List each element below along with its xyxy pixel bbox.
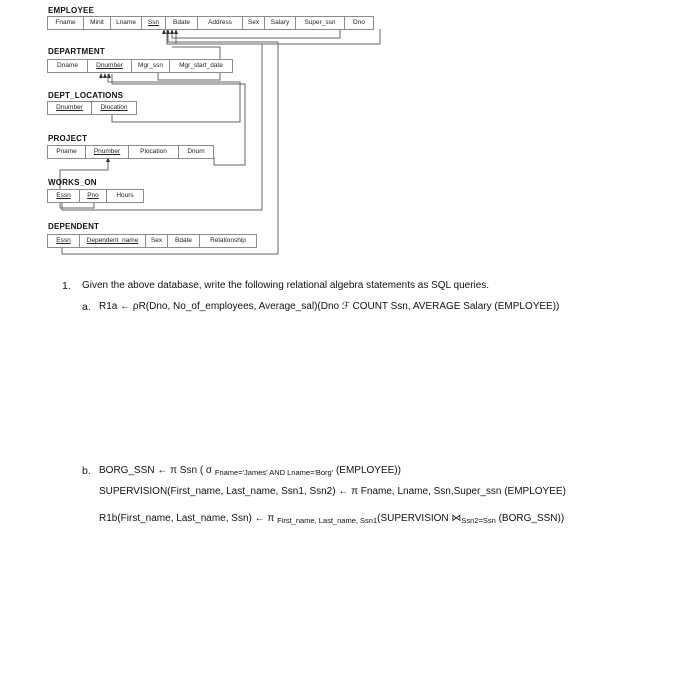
col-bdate: Bdate [166, 17, 198, 29]
col-dnumber: Dnumber [88, 60, 132, 72]
b3-pre: R1b(First_name, Last_name, Ssn) ← π [99, 513, 278, 524]
table-title-department: DEPARTMENT [48, 47, 105, 56]
table-project [47, 145, 214, 159]
col-plocation: Plocation [129, 146, 179, 158]
part-b-line1 [99, 465, 401, 477]
col-dependent-name: Dependent_name [80, 235, 146, 247]
col-sex: Sex [243, 17, 265, 29]
col-sex: Sex [146, 235, 168, 247]
b1-pre: BORG_SSN ← π Ssn ( σ [99, 465, 215, 476]
part-b-line3 [99, 513, 564, 525]
part-b-line2: SUPERVISION(First_name, Last_name, Ssn1, Ssn2) ← π Fname, Lname, Ssn,Super_ssn (EMPLOYEE) [99, 486, 566, 497]
col-dnum: Dnum [187, 148, 205, 155]
table-title-employee: EMPLOYEE [48, 6, 95, 15]
b1-condition: Fname='James' AND Lname='Borg' [214, 468, 334, 477]
col-bdate: Bdate [168, 235, 200, 247]
col-lname: Lname [111, 17, 142, 29]
part-a-label: a. [82, 301, 91, 313]
table-department [47, 59, 233, 73]
col-hours: Hours [116, 192, 134, 199]
col-minit: Minit [84, 17, 111, 29]
col-pnumber: Pnumber [86, 146, 129, 158]
table-title-dependent: DEPENDENT [48, 222, 100, 231]
col-dnumber: Dnumber [48, 102, 92, 114]
table-title-works-on: WORKS_ON [48, 178, 97, 187]
col-relationship: Relationship [210, 237, 246, 244]
col-essn: Essn [48, 235, 80, 247]
col-ssn: Ssn [142, 17, 166, 29]
b3-mid: (SUPERVISION ⋈ [377, 513, 462, 524]
b3-join-condition: Ssn2=Ssn [461, 516, 496, 525]
col-pname: Pname [48, 146, 86, 158]
col-dlocation: Dlocation [100, 104, 128, 111]
col-mgr-ssn: Mgr_ssn [132, 60, 170, 72]
col-salary: Salary [265, 17, 296, 29]
table-dependent [47, 234, 257, 248]
col-mgr-start-date: Mgr_start_date [179, 62, 223, 69]
part-b-label: b. [82, 465, 91, 477]
table-works-on [47, 189, 144, 203]
col-dname: Dname [48, 60, 88, 72]
col-super-ssn: Super_ssn [296, 17, 345, 29]
table-dept-locations [47, 101, 137, 115]
col-essn: Essn [48, 190, 80, 202]
col-dno: Dno [353, 19, 365, 26]
b1-post: (EMPLOYEE)) [333, 465, 401, 476]
question-number: 1. [62, 280, 71, 292]
col-fname: Fname [48, 17, 84, 29]
table-title-project: PROJECT [48, 134, 88, 143]
foreign-key-lines [0, 0, 682, 260]
col-pno: Pno [80, 190, 107, 202]
col-address: Address [198, 17, 243, 29]
table-title-dept-locations: DEPT_LOCATIONS [48, 91, 124, 100]
b3-project-attrs: First_name, Last_name, Ssn1 [277, 516, 378, 525]
relational-schema-diagram [0, 0, 682, 260]
question-text: Given the above database, write the following relational algebra statements as SQL queries. [82, 280, 490, 291]
part-a-expression: R1a ← ρR(Dno, No_of_employees, Average_sal)(Dno ℱ COUNT Ssn, AVERAGE Salary (EMPLOYEE)) [99, 301, 560, 312]
table-employee [47, 16, 374, 30]
b3-post: (BORG_SSN)) [495, 513, 565, 524]
